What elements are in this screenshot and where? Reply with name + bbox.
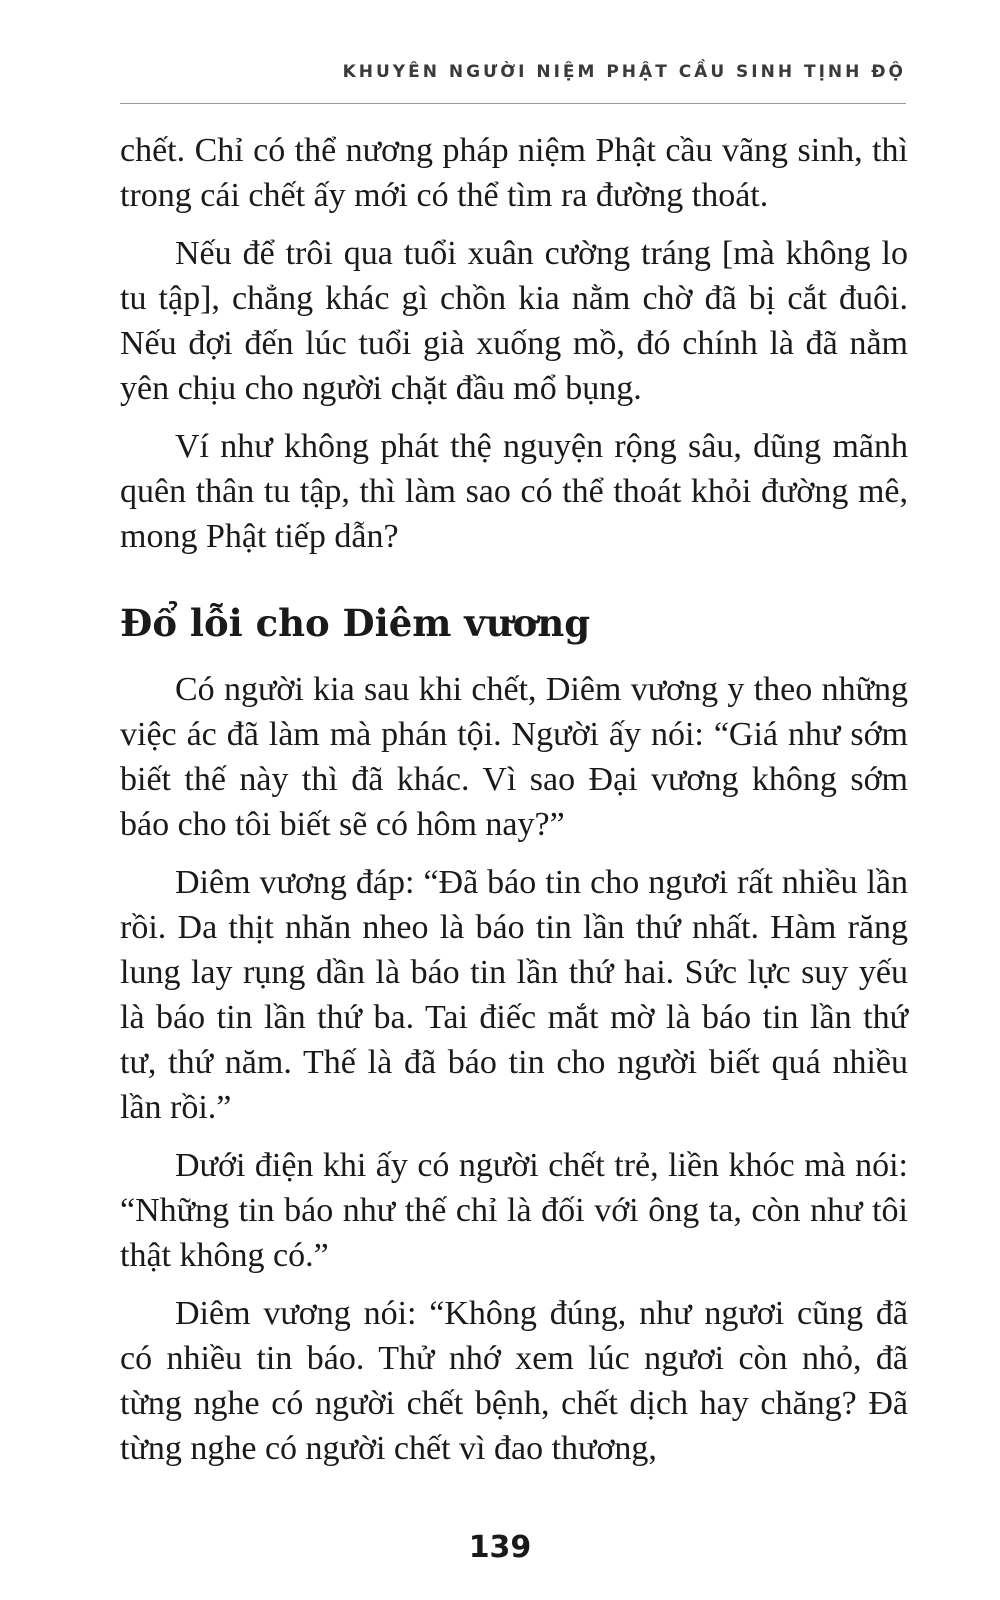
page-number: 139 <box>468 1530 532 1565</box>
paragraph-continued: chết. Chỉ có thể nương pháp niệm Phật cầu vãng sinh, thì trong cái chết ấy mới có thể tìm ra đường thoát. <box>120 132 908 214</box>
paragraph: Diêm vương nói: “Không đúng, như ngươi cũng đã có nhiều tin báo. Thử nhớ xem lúc ngươi còn nhỏ, đã từng nghe có người chết bệnh, chết dịch hay chăng? Đã từng nghe có người chết vì đao thương, <box>120 1295 908 1467</box>
running-header: KHUYÊN NGƯỜI NIỆM PHẬT CẦU SINH TỊNH ĐỘ <box>342 62 906 82</box>
paragraph: Có người kia sau khi chết, Diêm vương y theo những việc ác đã làm mà phán tội. Người ấy nói: “Giá như sớm biết thế này thì đã khác. Vì sao Đại vương không sớm báo cho tôi biết sẽ có hôm nay?” <box>120 671 908 843</box>
header-divider <box>120 103 906 104</box>
paragraph: Nếu để trôi qua tuổi xuân cường tráng [mà không lo tu tập], chẳng khác gì chồn kia nằm chờ đã bị cắt đuôi. Nếu đợi đến lúc tuổi già xuống mồ, đó chính là đã nằm yên chịu cho người chặt đầu mổ bụng. <box>120 235 908 407</box>
body-text <box>120 128 908 1484</box>
paragraph: Ví như không phát thệ nguyện rộng sâu, dũng mãnh quên thân tu tập, thì làm sao có thể thoát khỏi đường mê, mong Phật tiếp dẫn? <box>120 428 908 555</box>
section-heading: Đổ lỗi cho Diêm vương <box>120 601 591 645</box>
paragraph: Dưới điện khi ấy có người chết trẻ, liền khóc mà nói: “Những tin báo như thế chỉ là đối với ông ta, còn như tôi thật không có.” <box>120 1147 908 1274</box>
paragraph: Diêm vương đáp: “Đã báo tin cho ngươi rất nhiều lần rồi. Da thịt nhăn nheo là báo tin lần thứ nhất. Hàm răng lung lay rụng dần là báo tin lần thứ hai. Sức lực suy yếu là báo tin lần thứ ba. Tai điếc mắt mờ là báo tin lần thứ tư, thứ năm. Thế là đã báo tin cho người biết quá nhiều lần rồi.” <box>120 864 908 1126</box>
